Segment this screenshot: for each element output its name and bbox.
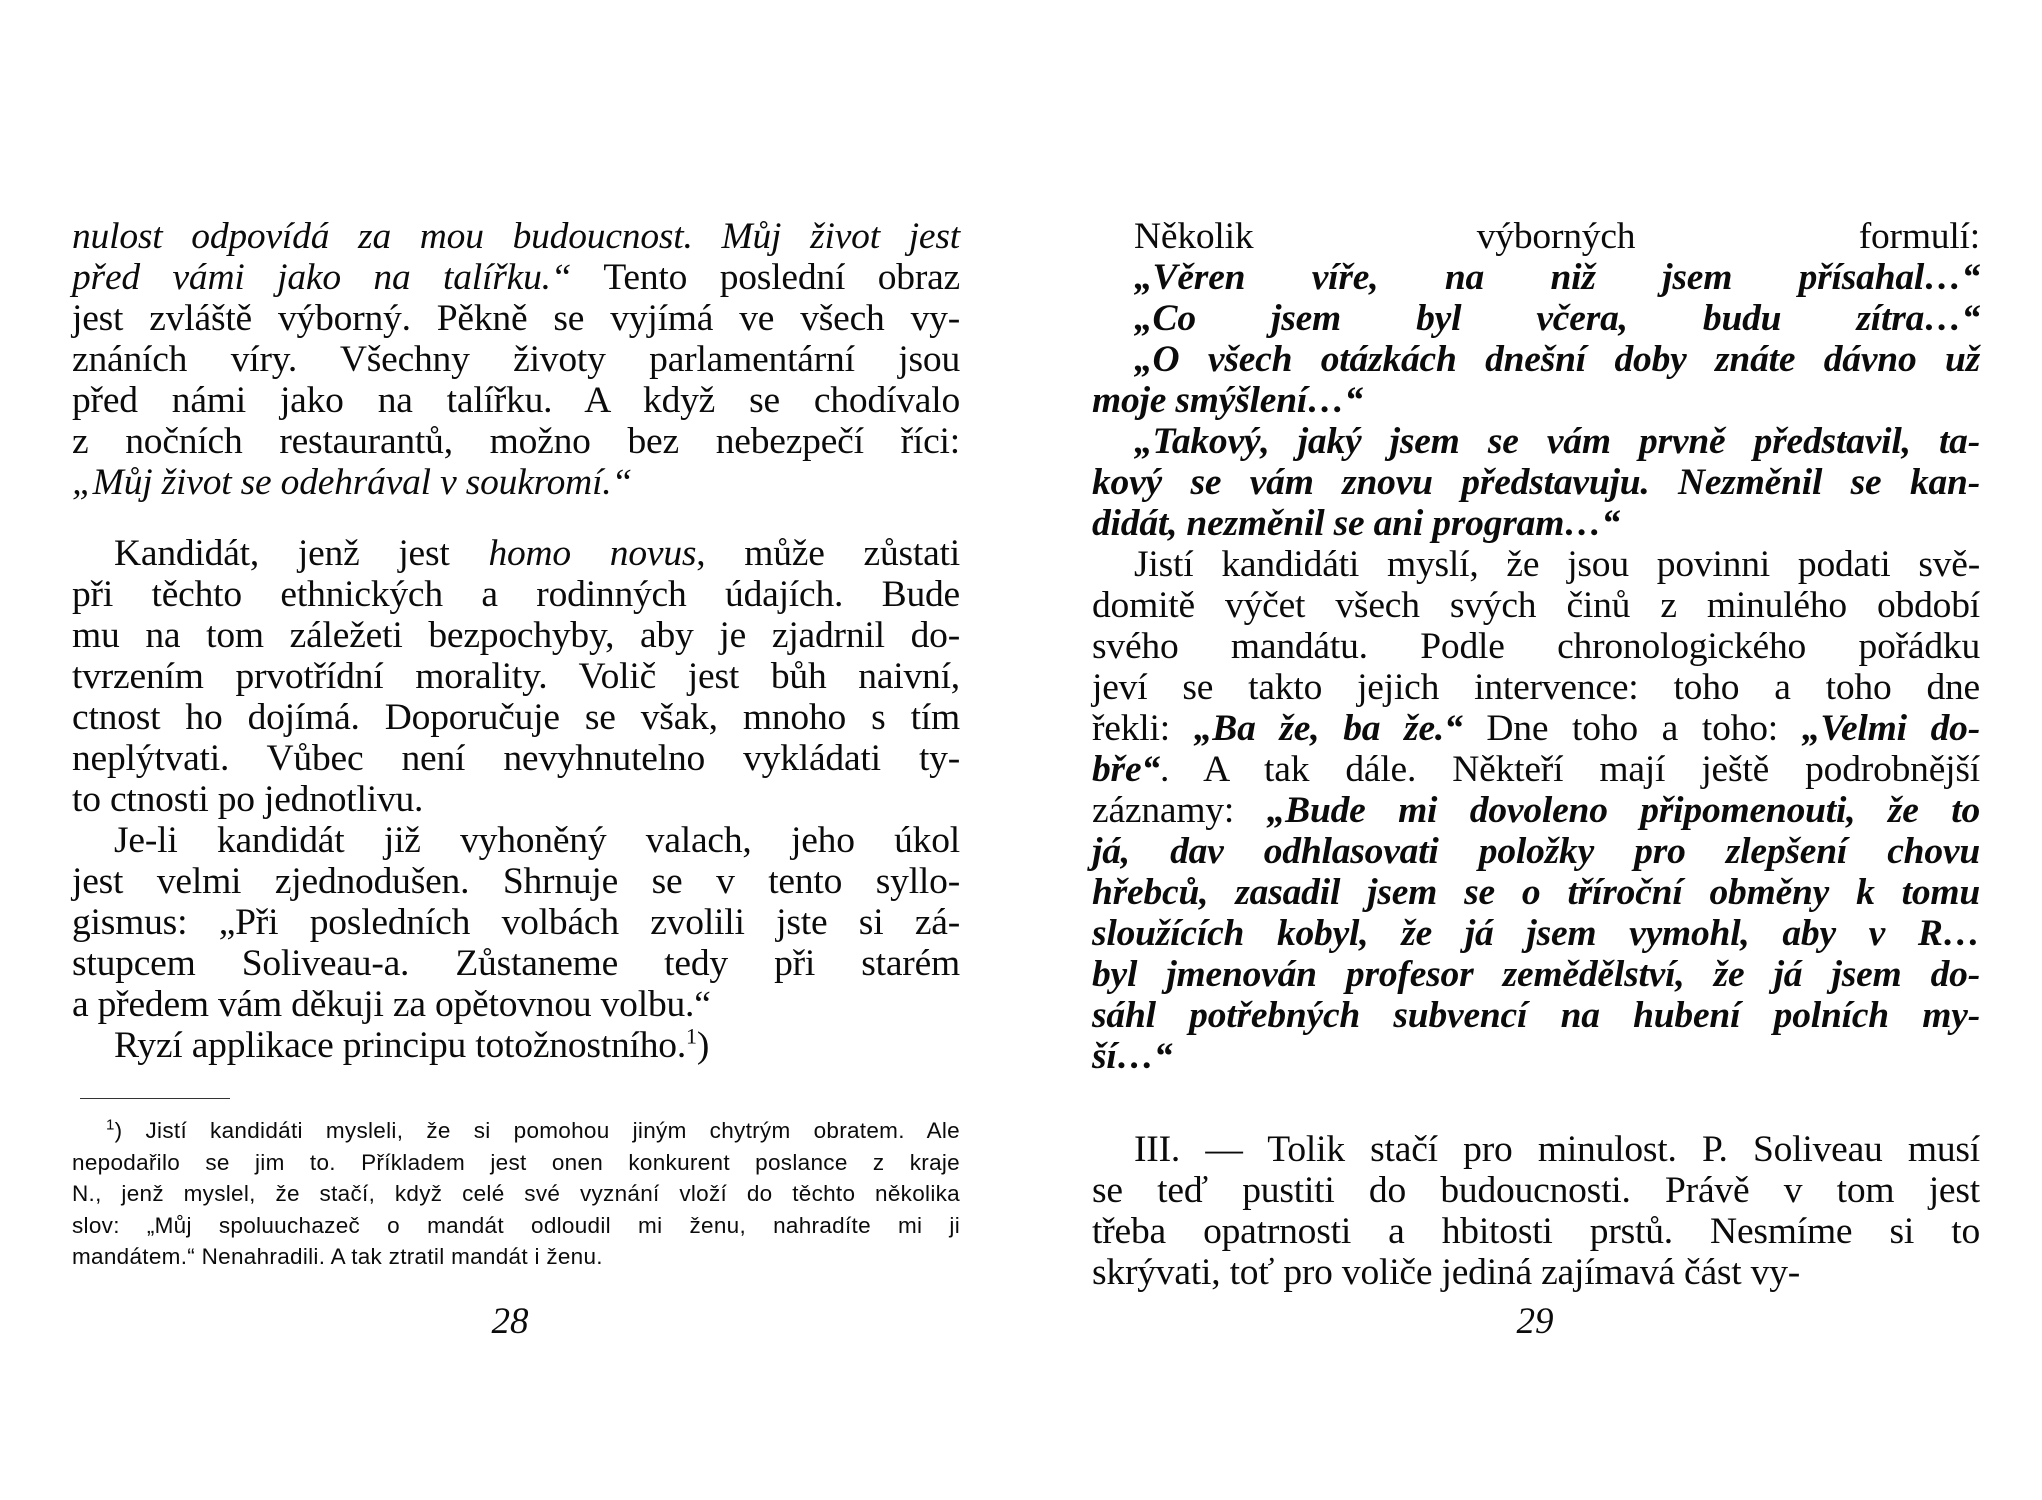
text-line: [1092, 831, 1980, 872]
text-line: [1092, 380, 1980, 421]
text-run: III. — Tolik stačí pro minulost. P. Soliveau musí: [1134, 1129, 1980, 1170]
footnote-run: slov: „Můj spoluuchazeč o mandát odloudil mi ženu, nahradíte mi ji: [72, 1212, 960, 1238]
text-run: to ctnosti po jednotlivu.: [72, 779, 424, 820]
text-line: [72, 574, 960, 615]
text-run: byl jmenován profesor zemědělství, že já jsem do-: [1092, 954, 1980, 995]
text-line: [72, 738, 960, 779]
text-line: [1092, 339, 1980, 380]
text-run: jest velmi zjednodušen. Shrnuje se v tento syllo-: [72, 861, 960, 902]
text-line: [1092, 503, 1980, 544]
text-run: ): [696, 1025, 710, 1066]
text-line: [1092, 1211, 1980, 1252]
text-run: jeví se takto jejich intervence: toho a toho dne: [1092, 667, 1980, 708]
text-line: [1092, 872, 1980, 913]
text-run: sloužících kobyl, že já jsem vymohl, aby v R…: [1092, 913, 1980, 954]
text-line: [1092, 1170, 1980, 1211]
text-line: [72, 615, 960, 656]
text-run: „Bude mi dovoleno připomenouti, že to: [1266, 790, 1980, 831]
footnote-run: mandátem.“ Nenahradili. A tak ztratil mandát i ženu.: [72, 1244, 603, 1269]
text-line: [1092, 1129, 1980, 1170]
text-run: svého mandátu. Podle chronologického pořádku: [1092, 626, 1980, 667]
text-run: já, dav odhlasovati položky pro zlepšení chovu: [1092, 831, 1980, 872]
footnote-line: [72, 1147, 960, 1179]
text-line: [72, 902, 960, 943]
text-run: řekli:: [1092, 708, 1194, 749]
footnote-run: N., jenž myslel, že stačí, když celé své vyznání vloží do těchto několika: [72, 1181, 960, 1206]
text-run: Jistí kandidáti myslí, že jsou povinni podati svě-: [1134, 544, 1980, 585]
text-run: ctnost ho dojímá. Doporučuje se však, mnoho s tím: [72, 697, 960, 738]
text-line: [1092, 790, 1980, 831]
text-run: hřebců, zasadil jsem se o tříroční obměny k tomu: [1092, 872, 1980, 913]
text-run: . A tak dále. Někteří mají ještě podrobnější: [1159, 749, 1980, 790]
text-run: třeba opatrnosti a hbitosti prstů. Nesmíme si to: [1092, 1211, 1980, 1252]
paragraph: [1092, 216, 1980, 421]
text-line: [1092, 257, 1980, 298]
text-line: [1092, 1252, 1980, 1293]
text-run: mu na tom záležeti bezpochyby, aby je zjadrnil do-: [72, 615, 960, 656]
text-line: [1092, 913, 1980, 954]
text-run: „Velmi do-: [1801, 708, 1980, 749]
text-run: skrývati, toť pro voliče jediná zajímavá část vy-: [1092, 1252, 1801, 1293]
paragraph: [1092, 1129, 1980, 1293]
text-line: [72, 462, 960, 503]
footnote-line: [72, 1210, 960, 1242]
text-run: Je-li kandidát již vyhoněný valach, jeho úkol: [114, 820, 960, 861]
text-run: , může zůstati: [696, 533, 960, 574]
text-line: [1092, 954, 1980, 995]
paragraph: [1092, 421, 1980, 544]
text-line: [1092, 544, 1980, 585]
text-run: při těchto ethnických a rodinných údajích. Bude: [72, 574, 960, 615]
right-page-body: [1092, 216, 1980, 1293]
text-run: stupcem Soliveau-a. Zůstaneme tedy při starém: [72, 943, 960, 984]
text-line: [72, 820, 960, 861]
footnote-line: [72, 1115, 960, 1147]
text-line: [72, 216, 960, 257]
paragraph-gap: [72, 503, 960, 533]
text-run: ší…“: [1092, 1036, 1173, 1077]
text-run: Dne toho a toho:: [1462, 708, 1802, 749]
text-line: [72, 257, 960, 298]
text-run: 1: [686, 1023, 697, 1049]
text-line: [1092, 462, 1980, 503]
text-run: tvrzením prvotřídní morality. Volič jest bůh naivní,: [72, 656, 960, 697]
text-line: [1092, 1036, 1980, 1077]
text-run: Několik výborných formulí:: [1134, 216, 1980, 257]
paragraph: [72, 533, 960, 820]
text-line: [72, 421, 960, 462]
text-run: z nočních restaurantů, možno bez nebezpečí říci:: [72, 421, 960, 462]
text-run: Ryzí applikace principu totožnostního.: [114, 1025, 687, 1066]
text-line: [72, 298, 960, 339]
footnote: [72, 1115, 960, 1273]
right-page: [1092, 216, 1980, 1293]
text-line: [1092, 749, 1980, 790]
text-line: [72, 533, 960, 574]
text-run: moje smýšlení…“: [1092, 380, 1363, 421]
text-run: didát, nezměnil se ani program…“: [1092, 503, 1621, 544]
text-line: [72, 943, 960, 984]
footnote-rule: [80, 1098, 230, 1099]
text-line: [1092, 995, 1980, 1036]
text-run: se teď pustiti do budoucnosti. Právě v tom jest: [1092, 1170, 1980, 1211]
footnote-run: ) Jistí kandidáti mysleli, že si pomohou jiným chytrým obratem. Ale: [114, 1118, 960, 1143]
footnote-line: [72, 1178, 960, 1210]
text-run: homo novus: [488, 533, 697, 574]
paragraph: [1092, 544, 1980, 1077]
text-run: sáhl potřebných subvencí na hubení polních my-: [1092, 995, 1980, 1036]
left-page-body: [72, 216, 960, 1066]
text-line: [1092, 626, 1980, 667]
text-line: [1092, 708, 1980, 749]
text-run: záznamy:: [1092, 790, 1267, 831]
text-line: [1092, 667, 1980, 708]
page-number-right: 29: [1516, 1301, 1554, 1342]
text-run: Kandidát, jenž jest: [114, 533, 489, 574]
left-page: [72, 216, 960, 1273]
text-line: [1092, 298, 1980, 339]
text-run: neplýtvati. Vůbec není nevyhnutelno vykládati ty-: [72, 738, 960, 779]
text-run: Tento poslední obraz: [571, 257, 960, 298]
text-run: „Můj život se odehrával v soukromí.“: [72, 462, 633, 503]
text-line: [1092, 216, 1980, 257]
text-line: [72, 984, 960, 1025]
text-run: nulost odpovídá za mou budoucnost. Můj život jest: [72, 216, 960, 257]
page-number-left: 28: [491, 1301, 529, 1342]
paragraph: [72, 820, 960, 1025]
text-run: gismus: „Při posledních volbách zvolili jste si zá-: [72, 902, 960, 943]
paragraph: [72, 216, 960, 503]
paragraph: [72, 1025, 960, 1066]
text-run: kový se vám znovu představuju. Nezměnil se kan-: [1092, 462, 1980, 503]
text-run: „Věren víře, na niž jsem přísahal…“: [1134, 257, 1980, 298]
footnote-line: [72, 1241, 960, 1273]
text-run: „Co jsem byl včera, budu zítra…“: [1134, 298, 1980, 339]
text-run: před vámi jako na talířku.“: [72, 257, 572, 298]
text-line: [72, 339, 960, 380]
text-run: jest zvláště výborný. Pěkně se vyjímá ve všech vy-: [72, 298, 960, 339]
text-line: [1092, 421, 1980, 462]
text-run: domitě výčet všech svých činů z minulého období: [1092, 585, 1980, 626]
text-line: [1092, 585, 1980, 626]
text-run: a předem vám děkuji za opětovnou volbu.“: [72, 984, 711, 1025]
text-run: bře“: [1092, 749, 1160, 790]
text-run: před námi jako na talířku. A když se chodívalo: [72, 380, 960, 421]
text-run: „Ba že, ba že.“: [1193, 708, 1463, 749]
text-line: [72, 697, 960, 738]
text-line: [72, 779, 960, 820]
text-line: [72, 656, 960, 697]
footnote-run: 1: [106, 1116, 115, 1134]
text-run: znáních víry. Všechny životy parlamentární jsou: [72, 339, 960, 380]
text-line: [72, 1025, 960, 1066]
text-line: [72, 380, 960, 421]
section-gap: [1092, 1077, 1980, 1129]
text-run: „O všech otázkách dnešní doby znáte dávno už: [1134, 339, 1980, 380]
text-line: [72, 861, 960, 902]
footnote-run: nepodařilo se jim to. Příkladem jest onen konkurent poslance z kraje: [72, 1149, 960, 1175]
text-run: „Takový, jaký jsem se vám prvně představil, ta-: [1134, 421, 1980, 462]
